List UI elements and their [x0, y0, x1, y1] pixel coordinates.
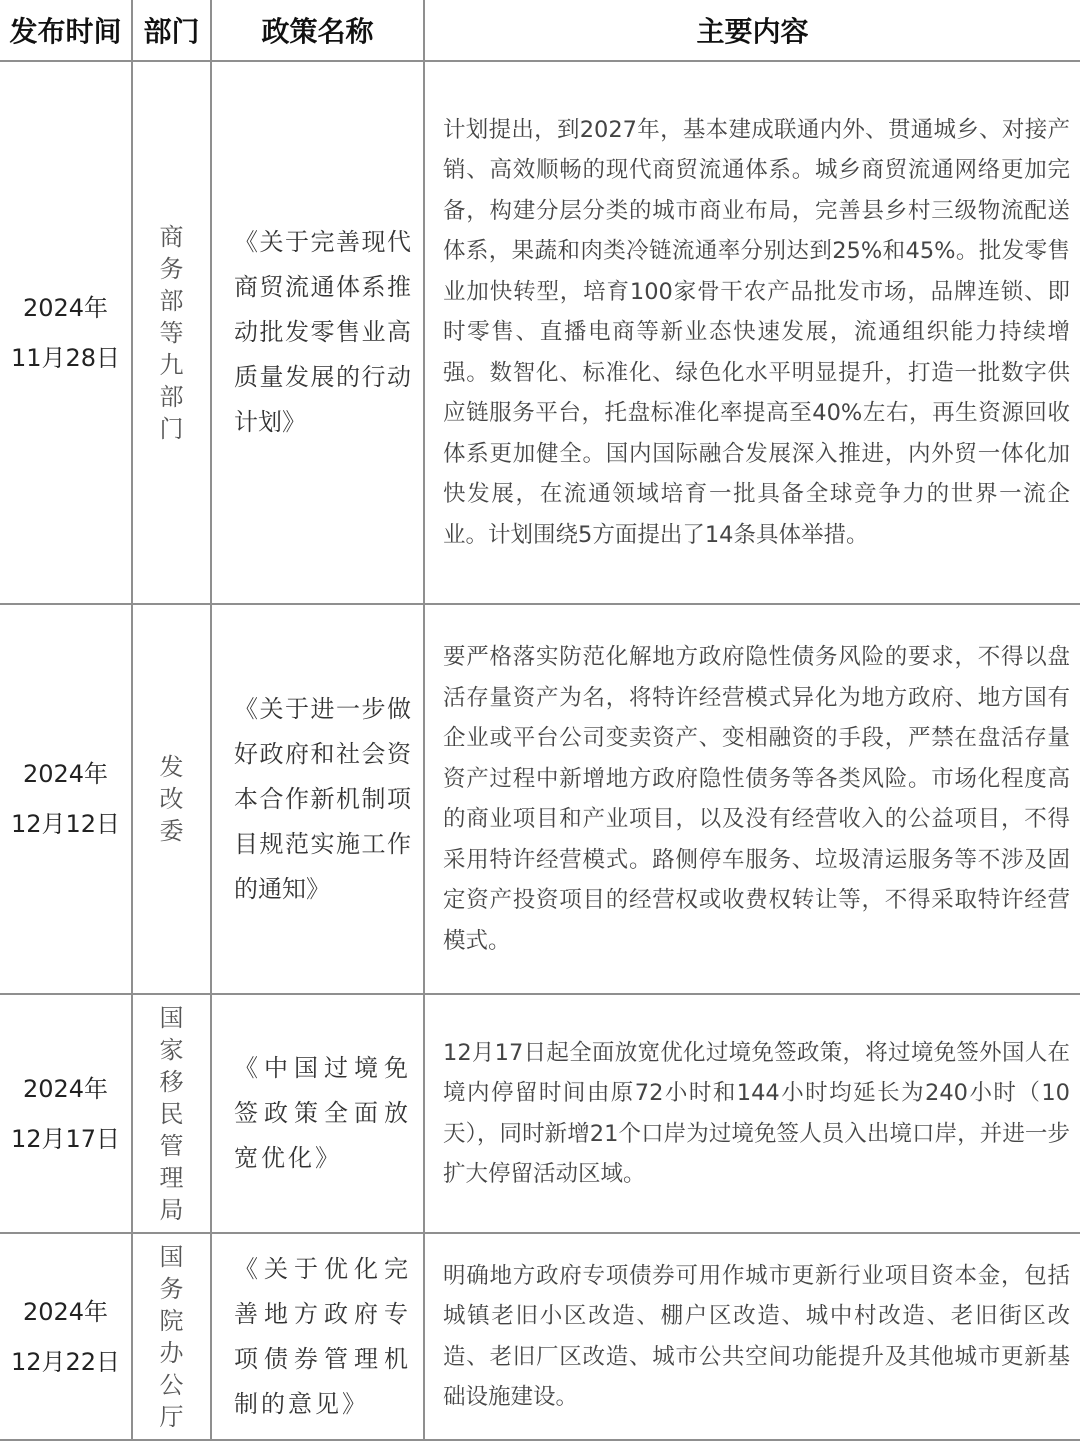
department: 发改委 [159, 753, 184, 845]
content-cell [424, 61, 1080, 604]
date-day: 12月12日 [10, 810, 121, 838]
table-row [0, 61, 1080, 604]
date-cell [0, 61, 132, 604]
date-cell [0, 604, 132, 994]
policy-name-cell [211, 1233, 424, 1440]
date-cell [0, 1233, 132, 1440]
date-year: 2024年 [22, 760, 109, 788]
policy-name-cell [211, 604, 424, 994]
header-date: 发布时间 [0, 0, 132, 61]
date-day: 12月22日 [10, 1347, 121, 1376]
date-year: 2024年 [22, 293, 109, 322]
table-row [0, 604, 1080, 994]
department-cell [132, 604, 211, 994]
header-policy-name: 政策名称 [211, 0, 424, 61]
policy-content: 要严格落实防范化解地方政府隐性债务风险的要求，不得以盘活存量资产为名，将特许经营模式异化为地方政府、地方国有企业或平台公司变卖资产、变相融资的手段，严禁在盘活存量资产过程中新增地方政府隐性债务等各类风险。市场化程度高的商业项目和产业项目，以及没有经营收入的公益项目，不得采用特许经营模式。路侧停车服务、垃圾清运服务等不涉及固定资产投资项目的经营权或收费权转让等，不得采取特许经营模式。 [443, 644, 1070, 954]
date-day: 11月28日 [10, 343, 121, 372]
department: 商务部等九部门 [159, 222, 184, 443]
department-cell [132, 61, 211, 604]
department-cell [132, 1233, 211, 1440]
policy-name: 《关于优化完善地方政府专项债券管理机制的意见》 [234, 1254, 411, 1418]
policy-name: 《中国过境免签政策全面放宽优化》 [234, 1054, 411, 1172]
policy-name-cell [211, 61, 424, 604]
department-cell [132, 994, 211, 1233]
policy-content: 明确地方政府专项债券可用作城市更新行业项目资本金，包括城镇老旧小区改造、棚户区改造、城中村改造、老旧街区改造、老旧厂区改造、城市公共空间功能提升及其他城市更新基础设施建设。 [443, 1262, 1070, 1410]
header-row [0, 0, 1080, 61]
content-cell [424, 994, 1080, 1233]
header-department: 部门 [132, 0, 211, 61]
department: 国务院办公厅 [159, 1242, 184, 1431]
date-cell [0, 994, 132, 1233]
table-row [0, 1233, 1080, 1440]
policy-content: 计划提出，到2027年，基本建成联通内外、贯通城乡、对接产销、高效顺畅的现代商贸流通体系。城乡商贸流通网络更加完备，构建分层分类的城市商业布局，完善县乡村三级物流配送体系，果蔬和肉类冷链流通率分别达到25%和45%。批发零售业加快转型，培育100家骨干农产品批发市场，品牌连锁、即时零售、直播电商等新业态快速发展，流通组织能力持续增强。数智化、标准化、绿色化水平明显提升，打造一批数字供应链服务平台，托盘标准化率提高至40%左右，再生资源回收体系更加健全。国内国际融合发展深入推进，内外贸一体化加快发展，在流通领域培育一批具备全球竞争力的世界一流企业。计划围绕5方面提出了14条具体举措。 [443, 116, 1070, 548]
table-row [0, 994, 1080, 1233]
policy-content: 12月17日起全面放宽优化过境免签政策，将过境免签外国人在境内停留时间由原72小时和144小时均延长为240小时（10天），同时新增21个口岸为过境免签人员入出境口岸，并进一步扩大停留活动区域。 [443, 1039, 1070, 1187]
department: 国家移民管理局 [159, 1003, 184, 1224]
date-day: 12月17日 [10, 1124, 121, 1153]
content-cell [424, 1233, 1080, 1440]
date-year: 2024年 [22, 1297, 109, 1326]
policy-name-cell [211, 994, 424, 1233]
date-year: 2024年 [22, 1074, 109, 1103]
content-cell [424, 604, 1080, 994]
policy-name: 《关于完善现代商贸流通体系推动批发零售业高质量发展的行动计划》 [234, 228, 411, 436]
header-content: 主要内容 [424, 0, 1080, 61]
policy-name: 《关于进一步做好政府和社会资本合作新机制项目规范实施工作的通知》 [234, 694, 411, 903]
